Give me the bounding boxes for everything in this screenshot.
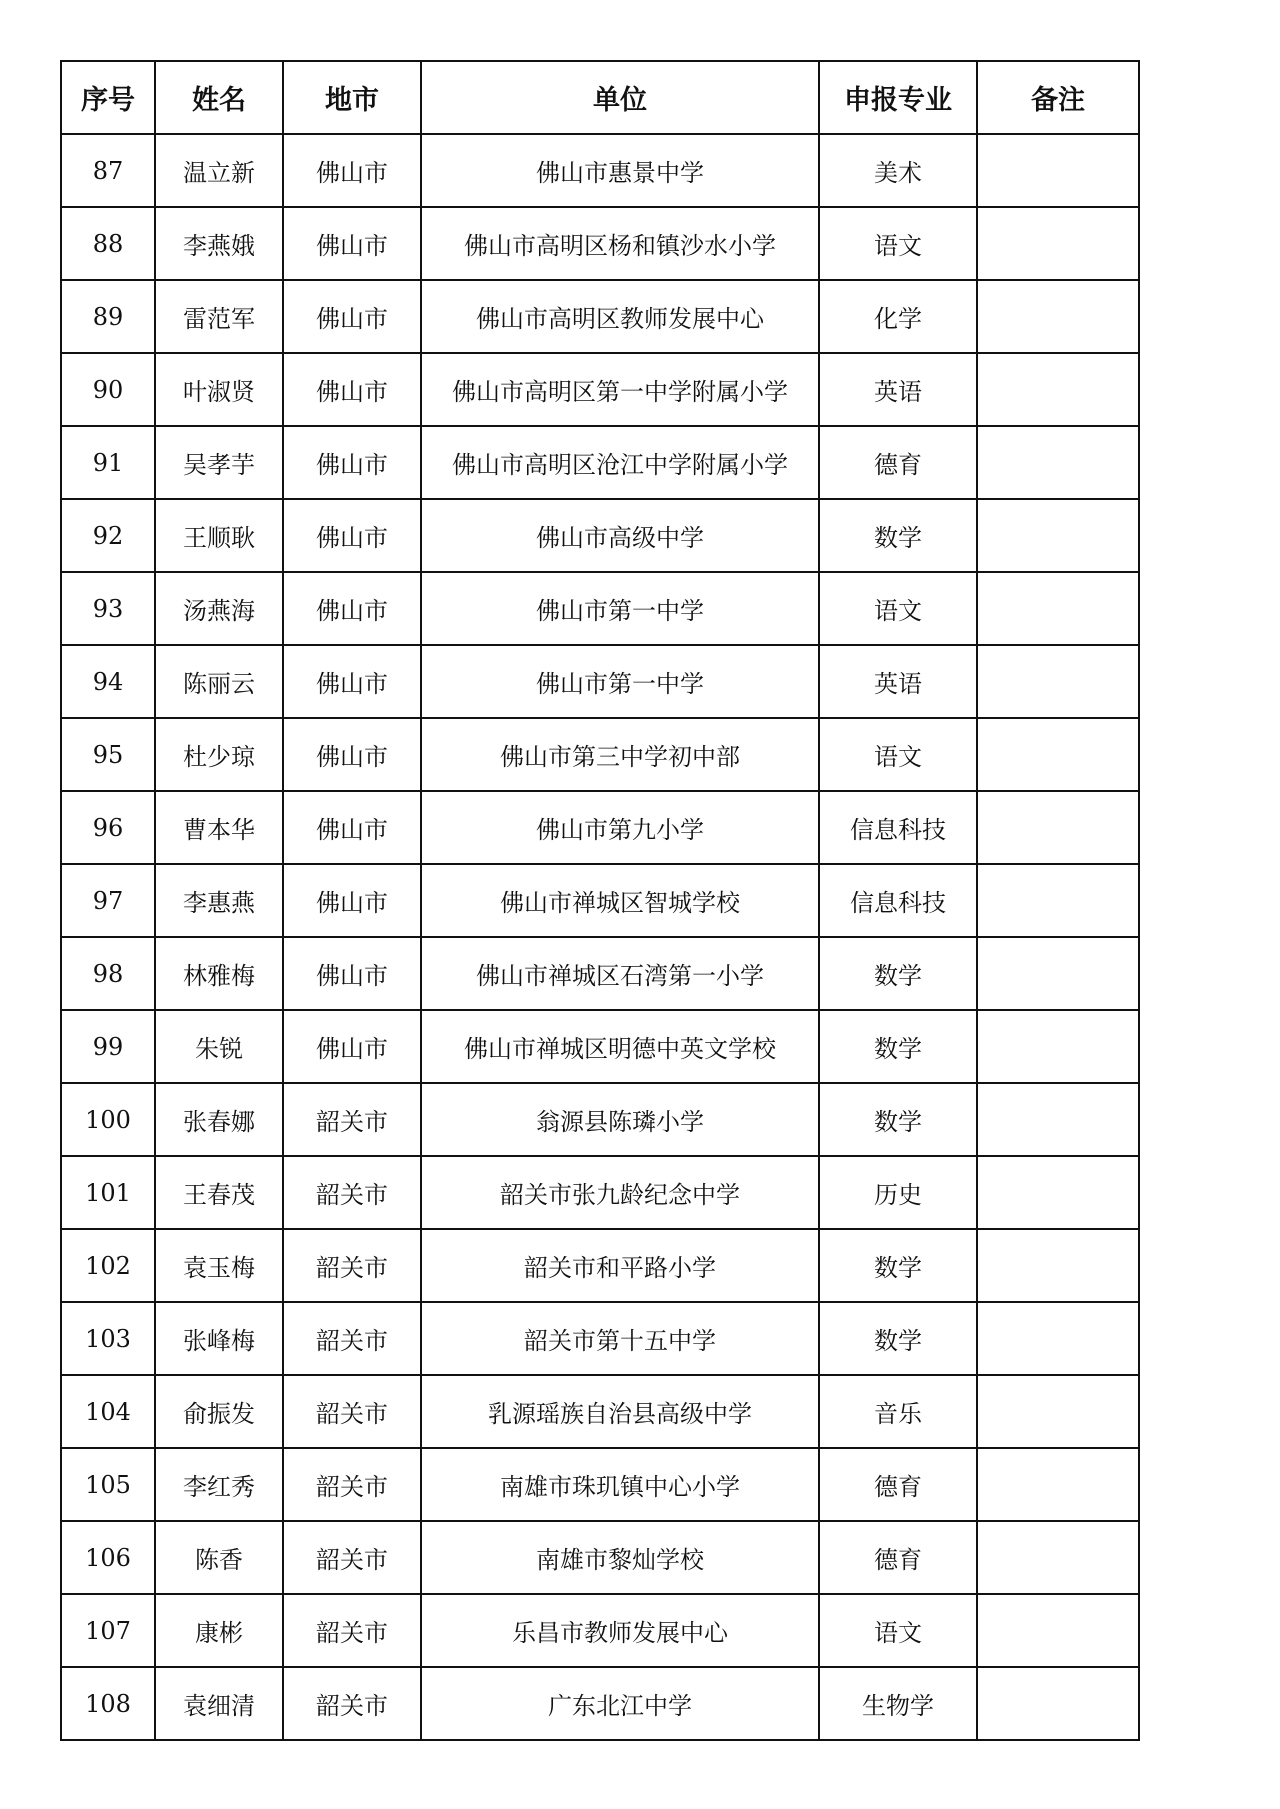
cell-city: 韶关市 xyxy=(283,1521,421,1594)
cell-unit: 佛山市第一中学 xyxy=(421,572,819,645)
table-row xyxy=(61,1156,1139,1229)
cell-note xyxy=(977,353,1139,426)
header-city: 地市 xyxy=(283,61,421,134)
cell-unit: 翁源县陈璘小学 xyxy=(421,1083,819,1156)
cell-major: 数学 xyxy=(819,1083,977,1156)
cell-major: 数学 xyxy=(819,1229,977,1302)
cell-unit: 南雄市黎灿学校 xyxy=(421,1521,819,1594)
table-row xyxy=(61,426,1139,499)
table-row xyxy=(61,1521,1139,1594)
cell-note xyxy=(977,1667,1139,1740)
cell-seq: 101 xyxy=(61,1156,155,1229)
table-row xyxy=(61,1229,1139,1302)
cell-note xyxy=(977,134,1139,207)
cell-city: 佛山市 xyxy=(283,645,421,718)
cell-unit: 佛山市高明区教师发展中心 xyxy=(421,280,819,353)
cell-name: 俞振发 xyxy=(155,1375,283,1448)
cell-name: 康彬 xyxy=(155,1594,283,1667)
cell-note xyxy=(977,1229,1139,1302)
cell-note xyxy=(977,1594,1139,1667)
cell-major: 化学 xyxy=(819,280,977,353)
table-header xyxy=(61,61,1139,134)
table-row xyxy=(61,1667,1139,1740)
cell-name: 袁玉梅 xyxy=(155,1229,283,1302)
cell-seq: 91 xyxy=(61,426,155,499)
cell-seq: 96 xyxy=(61,791,155,864)
cell-major: 数学 xyxy=(819,1302,977,1375)
cell-major: 音乐 xyxy=(819,1375,977,1448)
cell-name: 张春娜 xyxy=(155,1083,283,1156)
cell-unit: 韶关市和平路小学 xyxy=(421,1229,819,1302)
table-row xyxy=(61,499,1139,572)
table-row xyxy=(61,207,1139,280)
cell-city: 韶关市 xyxy=(283,1375,421,1448)
cell-name: 李燕娥 xyxy=(155,207,283,280)
header-unit: 单位 xyxy=(421,61,819,134)
cell-unit: 佛山市第一中学 xyxy=(421,645,819,718)
cell-note xyxy=(977,1302,1139,1375)
cell-seq: 99 xyxy=(61,1010,155,1083)
cell-name: 陈丽云 xyxy=(155,645,283,718)
header-seq: 序号 xyxy=(61,61,155,134)
cell-city: 佛山市 xyxy=(283,280,421,353)
cell-city: 韶关市 xyxy=(283,1229,421,1302)
header-row xyxy=(61,61,1139,134)
cell-seq: 100 xyxy=(61,1083,155,1156)
cell-seq: 107 xyxy=(61,1594,155,1667)
cell-unit: 韶关市第十五中学 xyxy=(421,1302,819,1375)
cell-seq: 98 xyxy=(61,937,155,1010)
cell-major: 信息科技 xyxy=(819,864,977,937)
cell-unit: 南雄市珠玑镇中心小学 xyxy=(421,1448,819,1521)
cell-major: 语文 xyxy=(819,1594,977,1667)
cell-city: 佛山市 xyxy=(283,426,421,499)
cell-note xyxy=(977,1010,1139,1083)
cell-seq: 87 xyxy=(61,134,155,207)
cell-seq: 103 xyxy=(61,1302,155,1375)
cell-seq: 95 xyxy=(61,718,155,791)
cell-note xyxy=(977,937,1139,1010)
cell-note xyxy=(977,1375,1139,1448)
cell-name: 杜少琼 xyxy=(155,718,283,791)
cell-name: 林雅梅 xyxy=(155,937,283,1010)
cell-seq: 102 xyxy=(61,1229,155,1302)
cell-name: 温立新 xyxy=(155,134,283,207)
cell-note xyxy=(977,864,1139,937)
table-row xyxy=(61,134,1139,207)
cell-name: 曹本华 xyxy=(155,791,283,864)
cell-unit: 佛山市禅城区明德中英文学校 xyxy=(421,1010,819,1083)
cell-major: 语文 xyxy=(819,718,977,791)
table-row xyxy=(61,353,1139,426)
header-note: 备注 xyxy=(977,61,1139,134)
table-row xyxy=(61,1594,1139,1667)
cell-seq: 88 xyxy=(61,207,155,280)
table-row xyxy=(61,280,1139,353)
cell-unit: 佛山市禅城区智城学校 xyxy=(421,864,819,937)
table-row xyxy=(61,791,1139,864)
cell-city: 佛山市 xyxy=(283,134,421,207)
table-row xyxy=(61,864,1139,937)
table-row xyxy=(61,1083,1139,1156)
cell-note xyxy=(977,791,1139,864)
cell-city: 佛山市 xyxy=(283,937,421,1010)
cell-unit: 韶关市张九龄纪念中学 xyxy=(421,1156,819,1229)
cell-name: 叶淑贤 xyxy=(155,353,283,426)
cell-major: 美术 xyxy=(819,134,977,207)
cell-major: 英语 xyxy=(819,645,977,718)
cell-city: 韶关市 xyxy=(283,1594,421,1667)
table-row xyxy=(61,718,1139,791)
cell-unit: 乐昌市教师发展中心 xyxy=(421,1594,819,1667)
cell-note xyxy=(977,1521,1139,1594)
cell-city: 佛山市 xyxy=(283,353,421,426)
cell-seq: 104 xyxy=(61,1375,155,1448)
cell-major: 生物学 xyxy=(819,1667,977,1740)
cell-seq: 90 xyxy=(61,353,155,426)
cell-unit: 广东北江中学 xyxy=(421,1667,819,1740)
header-major: 申报专业 xyxy=(819,61,977,134)
cell-city: 佛山市 xyxy=(283,864,421,937)
cell-unit: 佛山市第三中学初中部 xyxy=(421,718,819,791)
cell-major: 数学 xyxy=(819,1010,977,1083)
cell-city: 佛山市 xyxy=(283,572,421,645)
header-name: 姓名 xyxy=(155,61,283,134)
cell-seq: 106 xyxy=(61,1521,155,1594)
cell-unit: 佛山市惠景中学 xyxy=(421,134,819,207)
cell-seq: 92 xyxy=(61,499,155,572)
cell-city: 佛山市 xyxy=(283,718,421,791)
cell-major: 德育 xyxy=(819,426,977,499)
cell-city: 佛山市 xyxy=(283,1010,421,1083)
cell-unit: 佛山市高明区杨和镇沙水小学 xyxy=(421,207,819,280)
cell-name: 雷范军 xyxy=(155,280,283,353)
cell-seq: 108 xyxy=(61,1667,155,1740)
cell-name: 袁细清 xyxy=(155,1667,283,1740)
cell-unit: 佛山市禅城区石湾第一小学 xyxy=(421,937,819,1010)
cell-major: 德育 xyxy=(819,1448,977,1521)
cell-city: 佛山市 xyxy=(283,499,421,572)
table-row xyxy=(61,937,1139,1010)
table-row xyxy=(61,1375,1139,1448)
cell-note xyxy=(977,1448,1139,1521)
cell-unit: 佛山市第九小学 xyxy=(421,791,819,864)
table-row xyxy=(61,572,1139,645)
cell-note xyxy=(977,280,1139,353)
cell-city: 佛山市 xyxy=(283,791,421,864)
cell-major: 数学 xyxy=(819,499,977,572)
cell-seq: 94 xyxy=(61,645,155,718)
cell-note xyxy=(977,499,1139,572)
cell-note xyxy=(977,1156,1139,1229)
cell-note xyxy=(977,1083,1139,1156)
cell-name: 陈香 xyxy=(155,1521,283,1594)
cell-note xyxy=(977,572,1139,645)
cell-name: 张峰梅 xyxy=(155,1302,283,1375)
cell-city: 韶关市 xyxy=(283,1667,421,1740)
cell-unit: 佛山市高明区第一中学附属小学 xyxy=(421,353,819,426)
cell-name: 李惠燕 xyxy=(155,864,283,937)
table-row xyxy=(61,1010,1139,1083)
cell-major: 信息科技 xyxy=(819,791,977,864)
cell-major: 历史 xyxy=(819,1156,977,1229)
cell-seq: 93 xyxy=(61,572,155,645)
cell-name: 吴孝芋 xyxy=(155,426,283,499)
cell-major: 语文 xyxy=(819,207,977,280)
cell-city: 韶关市 xyxy=(283,1083,421,1156)
cell-name: 李红秀 xyxy=(155,1448,283,1521)
cell-major: 语文 xyxy=(819,572,977,645)
cell-major: 德育 xyxy=(819,1521,977,1594)
roster-table xyxy=(60,60,1140,1741)
cell-unit: 佛山市高级中学 xyxy=(421,499,819,572)
cell-seq: 105 xyxy=(61,1448,155,1521)
cell-major: 英语 xyxy=(819,353,977,426)
cell-unit: 乳源瑶族自治县高级中学 xyxy=(421,1375,819,1448)
cell-note xyxy=(977,426,1139,499)
cell-major: 数学 xyxy=(819,937,977,1010)
cell-name: 朱锐 xyxy=(155,1010,283,1083)
table-row xyxy=(61,1302,1139,1375)
cell-unit: 佛山市高明区沧江中学附属小学 xyxy=(421,426,819,499)
cell-seq: 97 xyxy=(61,864,155,937)
cell-note xyxy=(977,645,1139,718)
cell-note xyxy=(977,207,1139,280)
cell-city: 韶关市 xyxy=(283,1448,421,1521)
cell-city: 韶关市 xyxy=(283,1302,421,1375)
cell-note xyxy=(977,718,1139,791)
table-row xyxy=(61,1448,1139,1521)
cell-seq: 89 xyxy=(61,280,155,353)
cell-city: 韶关市 xyxy=(283,1156,421,1229)
table-body xyxy=(61,134,1139,1740)
cell-name: 王春茂 xyxy=(155,1156,283,1229)
cell-name: 汤燕海 xyxy=(155,572,283,645)
cell-city: 佛山市 xyxy=(283,207,421,280)
cell-name: 王顺耿 xyxy=(155,499,283,572)
table-row xyxy=(61,645,1139,718)
